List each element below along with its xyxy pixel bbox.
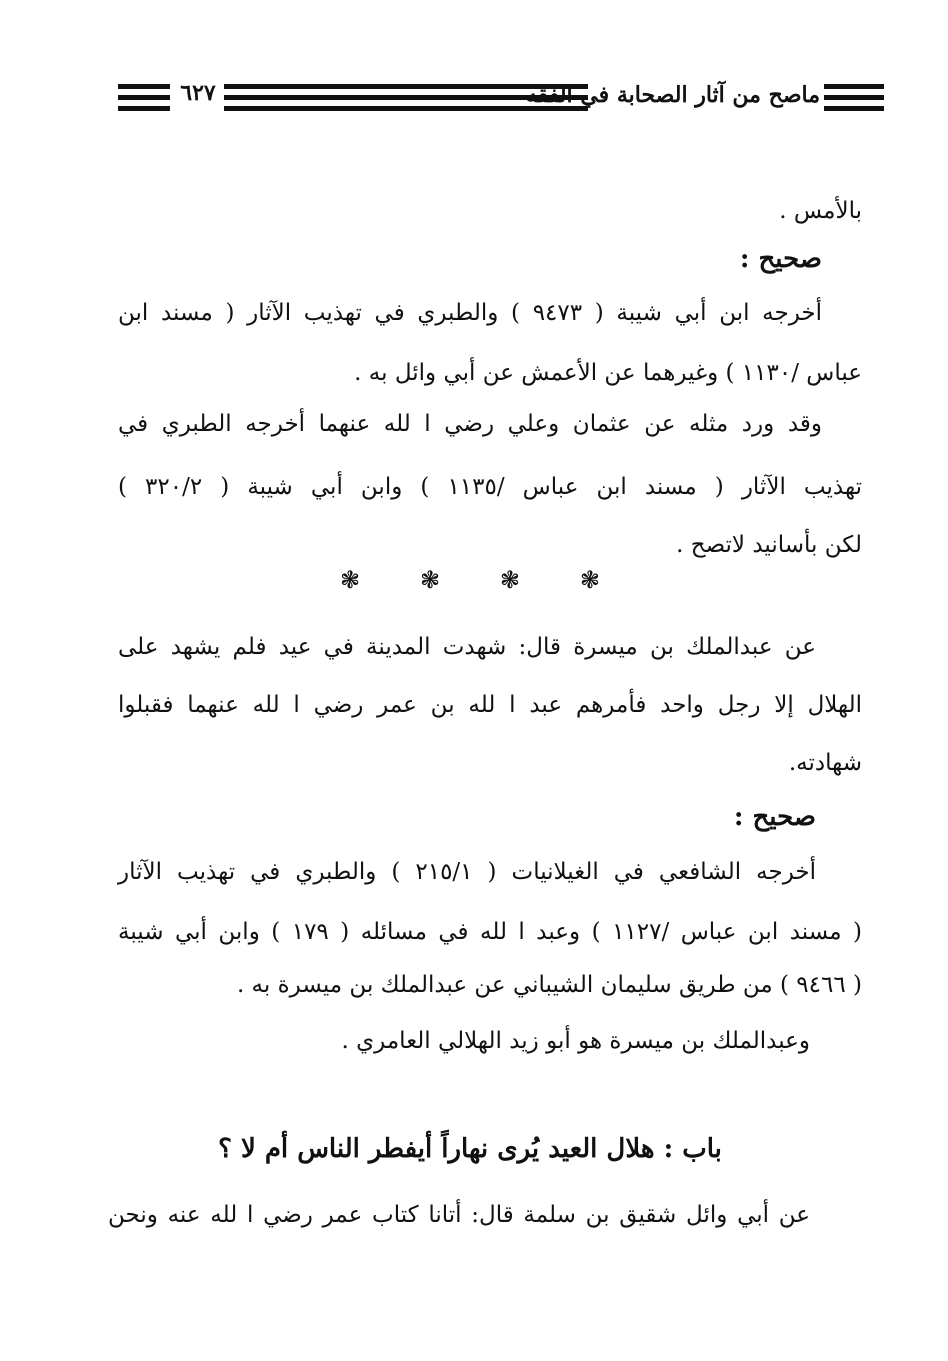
text-line: عباس /١١٣٠ ) وغيرهما عن الأعمش عن أبي وائل به . <box>354 360 862 386</box>
header-rule-right <box>824 84 884 111</box>
page-header <box>118 78 884 118</box>
text-line: أخرجه الشافعي في الغيلانيات ( ٢١٥/١ ) والطبري في تهذيب الآثار <box>118 859 816 885</box>
grade-heading: صحيح : <box>733 802 816 832</box>
header-rule-left <box>118 84 170 111</box>
text-line: تهذيب الآثار ( مسند ابن عباس /١١٣٥ ) وابن أبي شيبة ( ٣٢٠/٢ ) <box>118 474 862 500</box>
text-line: لكن بأسانيد لاتصح . <box>676 532 862 558</box>
text-line: عن أبي وائل شقيق بن سلمة قال: أتانا كتاب عمر رضي ا لله عنه ونحن <box>108 1202 810 1228</box>
running-title: ماصح من آثار الصحابة في الفقه <box>525 82 820 108</box>
page-number: ٦٢٧ <box>180 80 216 106</box>
text-line: عن عبدالملك بن ميسرة قال: شهدت المدينة في عيد فلم يشهد على <box>118 634 816 660</box>
text-line: ( مسند ابن عباس /١١٢٧ ) وعبد ا لله في مسائله ( ١٧٩ ) وابن أبي شيبة <box>118 919 862 945</box>
star-ornament-icon: ❃ <box>419 566 441 594</box>
text-line: وعبدالملك بن ميسرة هو أبو زيد الهلالي العامري . <box>341 1028 810 1054</box>
text-line: أخرجه ابن أبي شيبة ( ٩٤٧٣ ) والطبري في تهذيب الآثار ( مسند ابن <box>118 300 823 326</box>
grade-heading: صحيح : <box>739 244 822 274</box>
star-ornament-icon: ❃ <box>499 566 521 594</box>
section-separator <box>340 566 600 602</box>
text-line: ( ٩٤٦٦ ) من طريق سليمان الشيباني عن عبدالملك بن ميسرة به . <box>236 972 862 998</box>
star-ornament-icon: ❃ <box>579 566 600 594</box>
text-line: وقد ورد مثله عن عثمان وعلي رضي ا لله عنهما أخرجه الطبري في <box>118 411 822 437</box>
star-ornament-icon: ❃ <box>340 566 361 594</box>
chapter-title: باب : هلال العيد يُرى نهاراً أيفطر الناس أم لا ؟ <box>218 1134 722 1164</box>
text-line: بالأمس . <box>779 198 862 224</box>
text-line: شهادته. <box>788 750 862 776</box>
text-line: الهلال إلا رجل واحد فأمرهم عبد ا لله بن عمر رضي ا لله عنهما فقبلوا <box>118 692 862 718</box>
